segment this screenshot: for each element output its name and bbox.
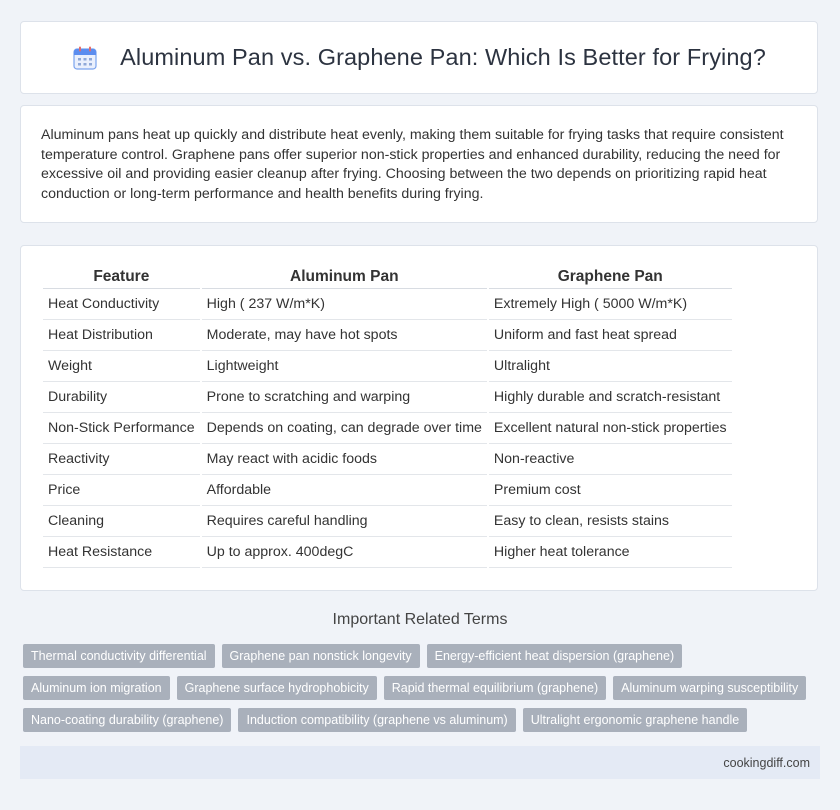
table-cell: Non-Stick Performance	[43, 413, 200, 444]
footer-site-link[interactable]: cookingdiff.com	[723, 755, 810, 770]
table-row	[43, 537, 732, 568]
table-cell: Lightweight	[202, 351, 487, 382]
title-wrap	[72, 44, 766, 71]
table-cell: Easy to clean, resists stains	[489, 506, 732, 537]
table-cell: Excellent natural non-stick properties	[489, 413, 732, 444]
term-tag[interactable]: Nano-coating durability (graphene)	[23, 708, 231, 732]
related-terms-tags	[23, 644, 823, 732]
column-header-aluminum: Aluminum Pan	[202, 267, 487, 289]
table-cell: Extremely High ( 5000 W/m*K)	[489, 289, 732, 320]
table-row	[43, 444, 732, 475]
table-row	[43, 320, 732, 351]
term-tag[interactable]: Induction compatibility (graphene vs aluminum)	[238, 708, 515, 732]
table-cell: Premium cost	[489, 475, 732, 506]
table-cell: Ultralight	[489, 351, 732, 382]
column-header-feature: Feature	[43, 267, 200, 289]
table-cell: Reactivity	[43, 444, 200, 475]
table-cell: Prone to scratching and warping	[202, 382, 487, 413]
table-cell: Heat Resistance	[43, 537, 200, 568]
table-cell: Uniform and fast heat spread	[489, 320, 732, 351]
table-cell: Up to approx. 400degC	[202, 537, 487, 568]
table-cell: Depends on coating, can degrade over time	[202, 413, 487, 444]
related-terms-title: Important Related Terms	[332, 611, 508, 628]
table-cell: May react with acidic foods	[202, 444, 487, 475]
table-cell: Heat Conductivity	[43, 289, 200, 320]
table-cell: High ( 237 W/m*K)	[202, 289, 487, 320]
term-tag[interactable]: Aluminum ion migration	[23, 676, 170, 700]
term-tag[interactable]: Ultralight ergonomic graphene handle	[523, 708, 747, 732]
table-cell: Requires careful handling	[202, 506, 487, 537]
term-tag[interactable]: Graphene surface hydrophobicity	[177, 676, 377, 700]
table-cell: Weight	[43, 351, 200, 382]
comparison-table-card	[20, 245, 818, 591]
column-header-graphene: Graphene Pan	[489, 267, 732, 289]
table-cell: Price	[43, 475, 200, 506]
comparison-table	[41, 267, 734, 568]
table-row	[43, 413, 732, 444]
calendar-icon	[72, 45, 98, 71]
table-cell: Affordable	[202, 475, 487, 506]
intro-card	[20, 105, 818, 223]
table-row	[43, 351, 732, 382]
term-tag[interactable]: Rapid thermal equilibrium (graphene)	[384, 676, 606, 700]
table-cell: Heat Distribution	[43, 320, 200, 351]
table-row	[43, 475, 732, 506]
table-cell: Cleaning	[43, 506, 200, 537]
table-cell: Higher heat tolerance	[489, 537, 732, 568]
term-tag[interactable]: Aluminum warping susceptibility	[613, 676, 806, 700]
term-tag[interactable]: Thermal conductivity differential	[23, 644, 215, 668]
page-title: Aluminum Pan vs. Graphene Pan: Which Is Better for Frying?	[120, 44, 766, 70]
table-cell: Highly durable and scratch-resistant	[489, 382, 732, 413]
table-cell: Durability	[43, 382, 200, 413]
table-cell: Non-reactive	[489, 444, 732, 475]
table-cell: Moderate, may have hot spots	[202, 320, 487, 351]
table-row	[43, 289, 732, 320]
term-tag[interactable]: Energy-efficient heat dispersion (graphene)	[427, 644, 683, 668]
table-row	[43, 382, 732, 413]
header-card	[20, 21, 818, 94]
intro-text: Aluminum pans heat up quickly and distribute heat evenly, making them suitable for frying tasks that require consistent temperature control. Graphene pans offer superior non-stick properties and enhanced durability, reducing the need for excessive oil and providing easier cleanup after frying. Choosing between the two depends on prioritizing rapid heat conduction or long-term performance and health benefits during frying.	[41, 127, 784, 202]
table-header-row	[43, 267, 732, 289]
term-tag[interactable]: Graphene pan nonstick longevity	[222, 644, 420, 668]
table-row	[43, 506, 732, 537]
footer	[20, 746, 820, 779]
